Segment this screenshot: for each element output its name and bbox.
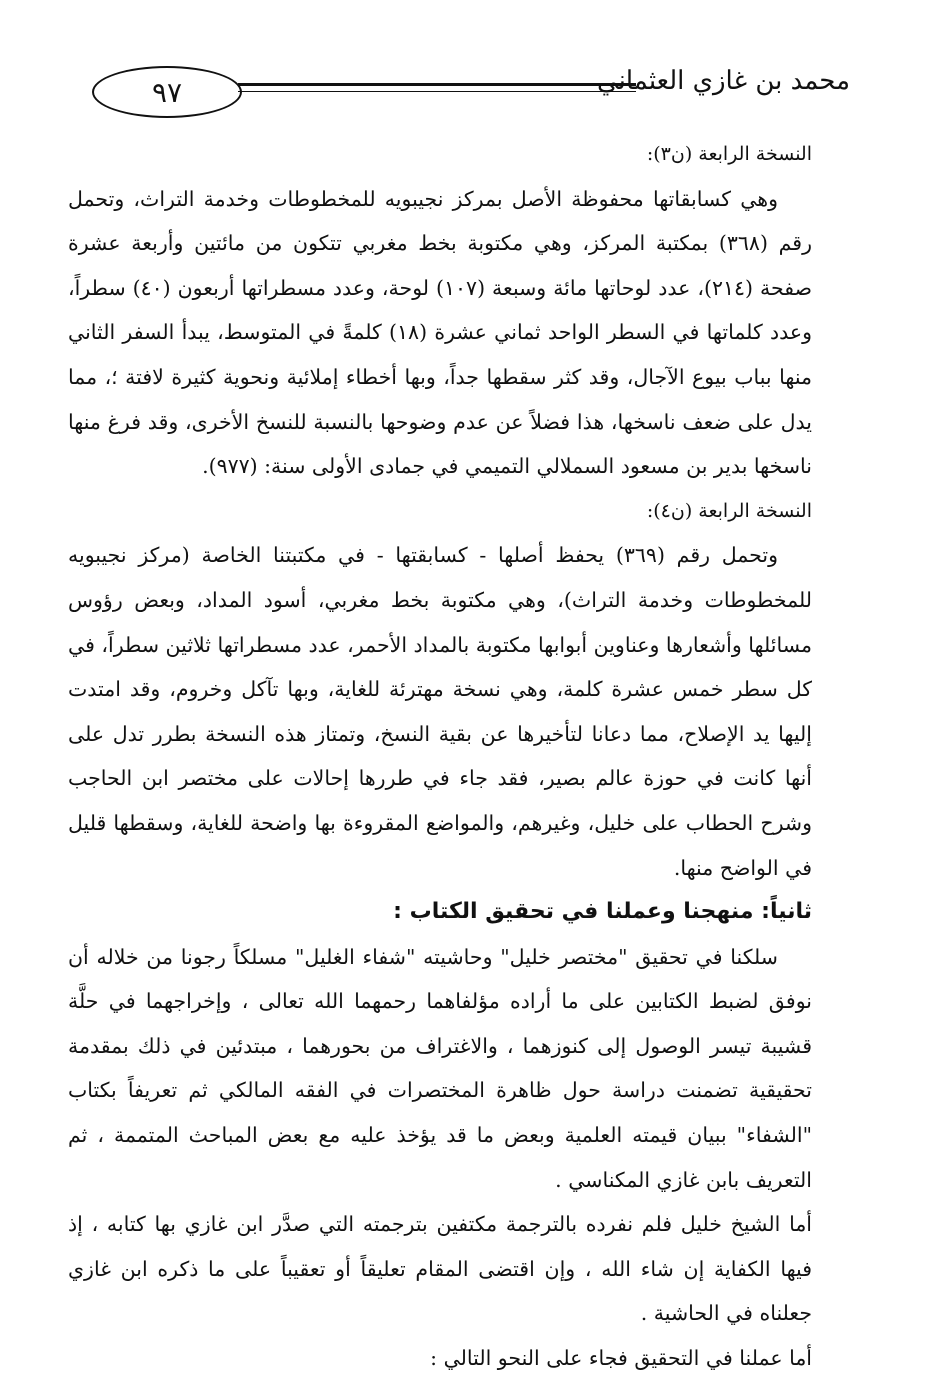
khalil-biography-paragraph: أما الشيخ خليل فلم نفرده بالترجمة مكتفين بترجمته التي صدَّر ابن غازي بها كتابه ، إذ فيها الكفاية إن شاء الله ، وإن اقتضى المقام تعليقاً أو تعقيباً على ما ذكره ابن غازي جعلناه في الحاشية .: [68, 1212, 812, 1326]
section-heading-methodology: ثانياً: منهجنا وعملنا في تحقيق الكتاب :: [393, 899, 812, 925]
manuscript-3-heading: النسخة الرابعة (ن٣):: [646, 143, 812, 165]
header-rule-thin: [238, 91, 636, 92]
running-title: محمد بن غازي العثماني: [596, 66, 850, 96]
manuscript-4-heading: النسخة الرابعة (ن٤):: [646, 499, 812, 522]
manuscript-4-description: وتحمل رقم (٣٦٩) يحفظ أصلها - كسابقتها - في مكتبتنا الخاصة (مركز نجيبويه للمخطوطات وخدمة التراث)، وهي مكتوبة بخط مغربي، أسود المداد، وبعض رؤوس مسائلها وأشعارها وعناوين أبوابها مكتوبة بالمداد الأحمر، عدد مسطراتها ثلاثين سطراً، في كل سطر خمس عشرة كلمة، وهي نسخة مهترئة للغاية، وبها تآكل وخروم، وقد امتدت إليها يد الإصلاح، مما دعانا لتأخيرها عن بقية النسخ، وتمتاز هذه النسخة بطرر تدل على أنها كانت في حوزة عالم بصير، فقد جاء في طررها إحالات على مختصر ابن الحاجب وشرح الحطاب على خليل، وغيرهم، والمواضع المقروءة بها واضحة للغاية، وسقطها قليل في الواضح منها.: [68, 543, 812, 880]
manuscript-3-description: وهي كسابقاتها محفوظة الأصل بمركز نجيبويه للمخطوطات وخدمة التراث، وتحمل رقم (٣٦٨) بمكتبة المركز، وهي مكتوبة بخط مغربي تتكون من مائتين وأربعة عشرة صفحة (٢١٤)، عدد لوحاتها مائة وسبعة (١٠٧) لوحة، وعدد مسطراتها أربعون (٤٠) سطراً، وعدد كلماتها في السطر الواحد ثماني عشرة (١٨) كلمةً في المتوسط، يبدأ السفر الثاني منها بباب بيوع الآجال، وقد كثر سقطها جداً، وبها أخطاء إملائية ونحوية كثيرة لافتة ؛، مما يدل على ضعف ناسخها، هذا فضلاً عن عدم وضوحها بالنسبة للنسخ الأخرى، وقد فرغ منها ناسخها بدير بن مسعود السملالي التميمي في جمادى الأولى سنة: (٩٧٧).: [68, 186, 812, 479]
page-number: ٩٧: [92, 66, 242, 118]
methodology-paragraph: سلكنا في تحقيق "مختصر خليل" وحاشيته "شفاء الغليل" مسلكاً رجونا من خلاله أن نوفق لضبط الكتابين على ما أراده مؤلفاهما رحمهما الله تعالى ، وإخراجهما في حلَّة قشيبة تيسر الوصول إلى كنوزهما ، والاغتراف من بحورهما ، مبتدئين في ذلك بمقدمة تحقيقية تضمنت دراسة حول ظاهرة المختصرات في الفقه المالكي ثم تعريفاً بكتاب "الشفاء" ببيان قيمته العلمية وبعض ما قد يؤخذ عليه مع بعض المباحث المتممة ، ثم التعريف بابن غازي المكناسي .: [68, 944, 812, 1192]
work-intro-line: أما عملنا في التحقيق فجاء على النحو التالي :: [430, 1346, 812, 1371]
page-header: [80, 62, 850, 118]
header-rule-thick: [238, 83, 636, 86]
page-body: [68, 132, 812, 1381]
